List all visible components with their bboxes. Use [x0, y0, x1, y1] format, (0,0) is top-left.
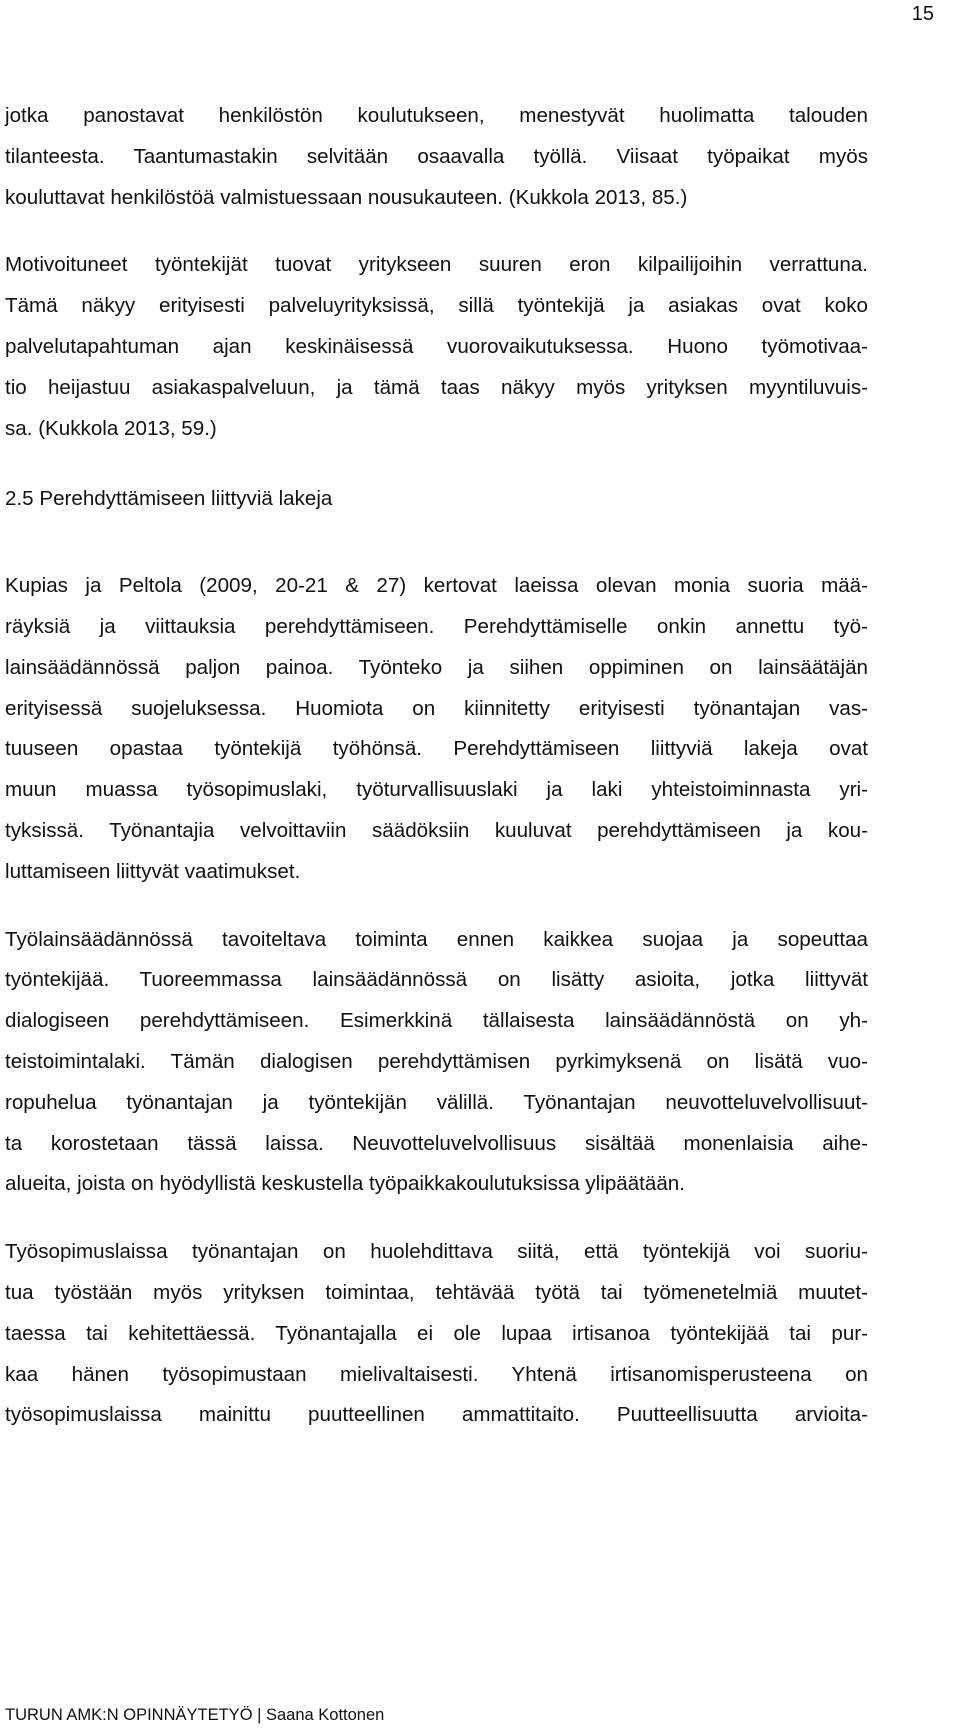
text-line: lainsäädännössä paljon painoa. Työnteko ja siihen oppiminen on lainsäätäjän — [5, 655, 868, 679]
text-line: dialogiseen perehdyttämiseen. Esimerkkinä tällaisesta lainsäädännöstä on yh- — [5, 1009, 868, 1033]
paragraph-4 — [5, 920, 868, 1206]
text-line: Tämä näkyy erityisesti palveluyrityksissä, sillä työntekijä ja asiakas ovat koko — [5, 294, 868, 318]
text-line: Työsopimuslaissa työnantajan on huolehdittava siitä, että työntekijä voi suoriu- — [5, 1240, 868, 1264]
text-line: räyksiä ja viittauksia perehdyttämiseen. Perehdyttämiselle onkin annettu työ- — [5, 614, 868, 638]
text-line: palvelutapahtuman ajan keskinäisessä vuorovaikutuksessa. Huono työmotivaa- — [5, 334, 868, 358]
text-line: muun muassa työsopimuslaki, työturvallisuuslaki ja laki yhteistoiminnasta yri- — [5, 778, 868, 802]
text-line: erityisessä suojeluksessa. Huomiota on kiinnitetty erityisesti työnantajan vas- — [5, 696, 868, 720]
text-line: alueita, joista on hyödyllistä keskustella työpaikkakoulutuksissa ylipäätään. — [5, 1172, 685, 1196]
text-line: Kupias ja Peltola (2009, 20-21 & 27) kertovat laeissa olevan monia suoria mää- — [5, 574, 868, 598]
section-heading: 2.5 Perehdyttämiseen liittyviä lakeja — [5, 487, 333, 511]
text-line: tua työstään myös yrityksen toimintaa, tehtävää työtä tai työmenetelmiä muutet- — [5, 1280, 868, 1304]
text-line: tilanteesta. Taantumastakin selvitään osaavalla työllä. Viisaat työpaikat myös — [5, 144, 868, 168]
text-line: tuuseen opastaa työntekijä työhönsä. Perehdyttämiseen liittyviä lakeja ovat — [5, 737, 868, 761]
text-line: tyksissä. Työnantajia velvoittaviin säädöksiin kuuluvat perehdyttämiseen ja kou- — [5, 818, 868, 842]
paragraph-3 — [5, 566, 868, 892]
text-line: Motivoituneet työntekijät tuovat yritykseen suuren eron kilpailijoihin verrattuna. — [5, 253, 868, 277]
paragraph-1 — [5, 96, 868, 218]
text-line: ropuhelua työnantajan ja työntekijän välillä. Työnantajan neuvotteluvelvollisuut- — [5, 1090, 868, 1114]
text-line: Työlainsäädännössä tavoiteltava toiminta ennen kaikkea suojaa ja sopeuttaa — [5, 927, 868, 951]
page-number: 15 — [911, 3, 934, 25]
text-line: sa. (Kukkola 2013, 59.) — [5, 416, 217, 440]
document-body — [5, 96, 868, 1436]
text-line: työntekijää. Tuoreemmassa lainsäädännössä on lisätty asioita, jotka liittyvät — [5, 968, 868, 992]
text-line: teistoimintalaki. Tämän dialogisen perehdyttämisen pyrkimyksenä on lisätä vuo- — [5, 1049, 868, 1073]
text-line: kouluttavat henkilöstöä valmistuessaan nousukauteen. (Kukkola 2013, 85.) — [5, 185, 688, 209]
paragraph-2 — [5, 245, 868, 449]
text-line: työsopimuslaissa mainittu puutteellinen ammattitaito. Puutteellisuutta arvioita- — [5, 1403, 868, 1427]
text-line: ta korostetaan tässä laissa. Neuvotteluvelvollisuus sisältää monenlaisia aihe- — [5, 1131, 868, 1155]
page-footer: TURUN AMK:N OPINNÄYTETYÖ | Saana Kottonen — [5, 1706, 385, 1724]
paragraph-5 — [5, 1232, 868, 1436]
text-line: kaa hänen työsopimustaan mielivaltaisesti. Yhtenä irtisanomisperusteena on — [5, 1362, 868, 1386]
text-line: luttamiseen liittyvät vaatimukset. — [5, 859, 301, 883]
text-line: taessa tai kehitettäessä. Työnantajalla ei ole lupaa irtisanoa työntekijää tai pur- — [5, 1321, 868, 1345]
text-line: jotka panostavat henkilöstön koulutukseen, menestyvät huolimatta talouden — [5, 104, 868, 127]
text-line: tio heijastuu asiakaspalveluun, ja tämä taas näkyy myös yrityksen myyntiluvuis- — [5, 375, 868, 399]
